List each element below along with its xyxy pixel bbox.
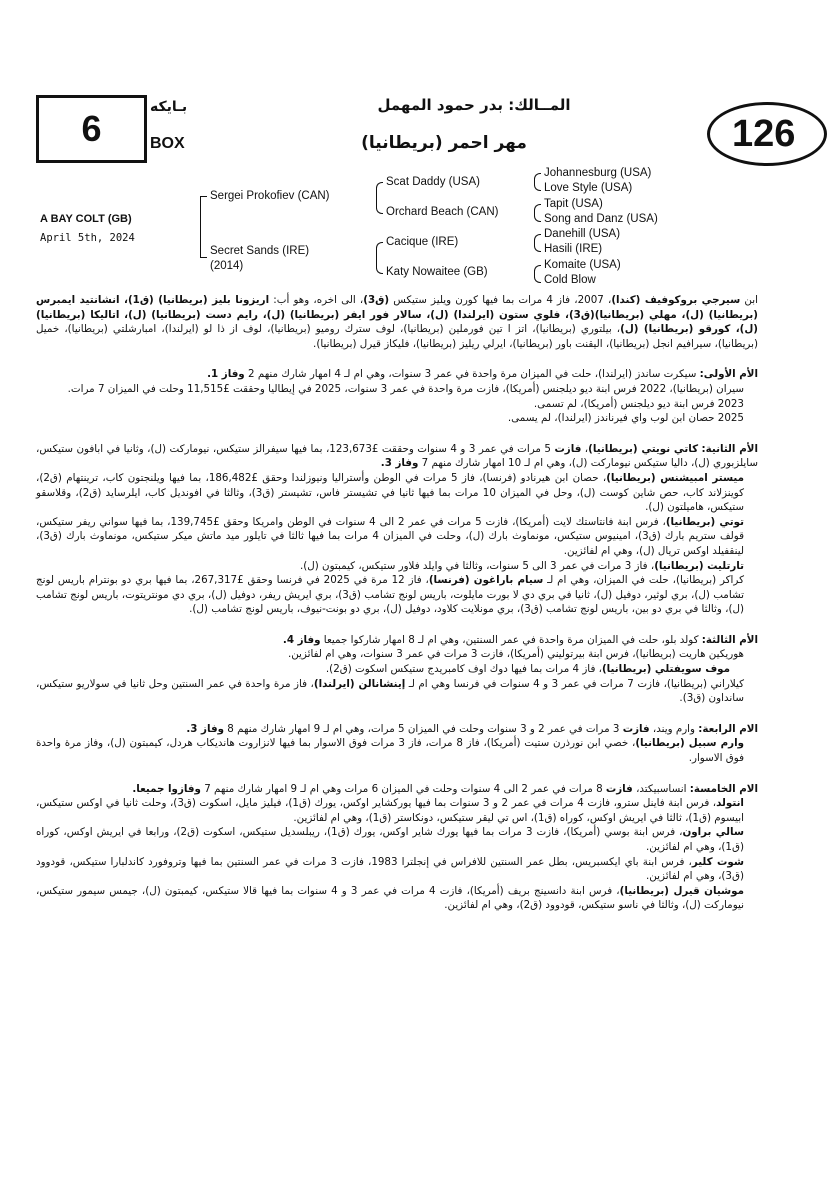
horse-description-en: A BAY COLT (GB): [40, 213, 132, 225]
pedigree-sire-dam: Orchard Beach (CAN): [386, 206, 499, 218]
pedigree-dam-year: (2014): [210, 260, 244, 272]
pedigree-dam: Secret Sands (IRE): [210, 245, 310, 257]
pedigree-dam-dam: Katy Nowaitee (GB): [386, 266, 488, 278]
owner-line: المــالك: بدر حمود المهمل: [377, 96, 571, 114]
pedigree-dam-sire: Cacique (IRE): [386, 236, 459, 248]
lot-number: 126: [707, 102, 827, 166]
foaling-date: April 5th, 2024: [40, 232, 135, 244]
pedigree-bracket-g78: [534, 265, 541, 283]
pedigree-sire-sire: Scat Daddy (USA): [386, 176, 480, 188]
box-label-ar: بـايكه: [150, 99, 188, 115]
fourth-dam-section: الام الرابعة: وارم ويند، فازت 3 مرات في عمر 2 و 3 سنوات وحلت في الميزان 5 مرات، وهي ام لـ 9 امهار شارك منهم 8 وفاز 3. وارم سبيل (بريطانيا)، خصي ابن نورذرن ستيت (أمريكا)، فاز 8 مرات، فاز 3 مرات فوق الاسوار بما فيها لانزاروت هانديكاب هردل، كيمبتون (ل)، وفاز مرة واحدة فوق الاسوار.: [36, 722, 758, 765]
fifth-dam-section: الام الخامسة: انساسبيكتد، فازت 8 مرات في عمر 2 الى 4 سنوات وحلت في الميزان 6 مرات وهي ام لـ 9 امهار شارك منهم 7 وفازوا جميعا. انتولد، فرس ابنة فاينل سترو، فازت 4 مرات في عمر 2 و 3 سنوات بما فيها يوركشاير اوكس، يورك (ق1)، فيليز مايل، اسكوت (ق3)، وحلت ثانيا في اوكس ستيكس، ابيسوم (ق1)، ثالثا في ايريش اوكس، كوراه (ق1)، اس تي ليقر ستيكس، دونكاستر (ق1)، وهي ام لفائزين. سالي براون، فرس ابنة بوسي (أمريكا)، فازت 3 مرات بما فيها يورك شاير اوكس، يورك (ق1)، ريبلسديل ستيكس، اسكوت (ق2)، ورابعا في ايريش اوكس، كوراه (ق1)، وهي ام لفائزين. شوت كلير، فرس ابنة باي ايكسبريس، بطل عمر السنتين للافراس في إنجلترا 1983، فازت 3 مرات في عمر السنتين بما فيها وتروفورد كاندلبارا ستيكس، قودوود (ق3)، وهي ام لفائزين. موشيان قيرل (بريطانيا)، فرس ابنة دانسينج بريف (أمريكا)، فازت 4 مرات في عمر 3 و 4 سنوات بما فيها قالا ستيكس، كيمبتون (ل)، جيمس سيمور ستيكس، نيوماركت (ل)، وثالثا في ناسو ستيكس، قودوود (ق2)، وهي ام لفائزين.: [36, 782, 758, 912]
box-label-en: BOX: [150, 135, 185, 152]
pedigree-bracket-main: [200, 196, 207, 258]
pedigree-gen3-1: Johannesburg (USA): [544, 167, 652, 179]
pedigree-sire: Sergei Prokofiev (CAN): [210, 190, 330, 202]
pedigree-gen3-4: Song and Danz (USA): [544, 213, 658, 225]
box-number: 6: [36, 95, 147, 163]
pedigree-gen3-7: Komaite (USA): [544, 259, 621, 271]
pedigree-gen3-8: Cold Blow: [544, 274, 596, 286]
pedigree-gen3-3: Tapit (USA): [544, 198, 603, 210]
second-dam-section: الأم الثانية: كاتي نويتي (بريطانيا)، فازت 5 مرات في عمر 3 و 4 سنوات وحققت £123,673، بما فيها سيفرالز ستيكس، نيوماركت (ل)، وثانيا في ابافون ستيكس، سايلزبوري (ل)، داليا ستيكس نيوماركت (ل)، وهي ام لـ 10 امهار شارك منهم 7 وفاز 3. ميستر امبيشنس (بريطانيا)، حصان ابن هيرنادو (فرنسا)، فاز 5 مرات في الوطن وأستراليا ونيوزلندا وحقق £186,482، بما فيها ويلنجتون كاب، ترينتهام (ق2)، كوينزلاند كاب، حص شاين كوست (ل)، وحل في الميزان 10 مرات بما فيها ثانيا في تشيستر فاس، تشيستر (ق3)، وثالثا في افونديل كاب، ايلرسايد (ق2)، وقلاسقو ستيكس، هاميلتون (ل). توتي (بريطانيا)، فرس ابنة فانتاستك لايت (أمريكا)، فازت 5 مرات في عمر 2 الى 4 سنوات في الوطن وامريكا وحقق £139,745، بما فيها سواني ريفر ستيكس، قولف ستريم بارك (ق3)، امينيوس ستيكس، مونماوث بارك (ل)، وحلت في الميزان 4 مرات بما فيها ثالثا في تايلور ميد ماتش ميكر ستيكس، مونماوث بارك (ق3)، لينقفيلد اوكس تريال (ل)، وهي ام لفائزين. تارتليت (بريطانيا)، فاز 3 مرات في عمر 3 الى 5 سنوات، وثالثا في وايلد فلاور ستيكس، كيمبتون (ل). كراكر (بريطانيا)، حلت في الميزان، وهي ام لـ سيام باراغون (فرنسا)، فاز 12 مرة في 2025 في فرنسا وحقق £267,317، بما فيها بري دو بونترام باريس لونج تشامب (ل)، بري لوثير، دوفيل (ل)، ثانيا في بري دي لا بورت مايلوت، باريس لونج تشامب (ق3)، بري ايريش ريفر، دوفيل (ل)، بري دي مونتريتوت، باريس لونج تشامب (ل)، وثالثا في بري دو بين، باريس لونج تشامب (ق3)، بري مونلايت كلاود، دوفيل (ل)، بري دو بونت-نيوف، باريس لونج تشامب (ل).: [36, 442, 758, 616]
pedigree-gen3-2: Love Style (USA): [544, 182, 633, 194]
catalogue-body: [36, 293, 758, 913]
horse-description-ar: مهر احمر (بريطانيا): [361, 133, 527, 153]
third-dam-section: الأم الثالثة: كولد بلو، حلت في الميزان مرة واحدة في عمر السنتين، وهي ام لـ 8 امهار شاركوا جميعا وفاز 4. هوريكين هاريت (بريطانيا)، فرس ابنة بيرتوليني (أمريكا)، فازت 3 مرات في عمر 3 سنوات، وهي ام لفائزين. موف سويفتلي (بريطانيا)، فاز 4 مرات بما فيها دوك اوف كامبريدج ستيكس اسكوت (ق2). كيلاراني (بريطانيا)، فازت 7 مرات في عمر 3 و 4 سنوات في فرنسا وهي ام لـ إينشانالن (ايرلندا)، فاز مرة واحدة في عمر السنتين وحل ثانيا في سولاريو ستيكس، سانداون (ق3).: [36, 633, 758, 705]
pedigree-bracket-dam: [376, 242, 383, 274]
first-dam-section: الأم الأولى: سيكرت ساندز (ايرلندا)، حلت في الميزان مرة واحدة في عمر 3 سنوات، وهي ام لـ 4 امهار شارك منهم 2 وفاز 1. سيران (بريطانيا)، 2022 فرس ابنة ديو ديلجنس (أمريكا)، فازت مرة واحدة في عمر 3 سنوات، 2025 في إيطاليا وحققت £11,515 وحلت في الميزان 7 مرات. 2023 فرس ابنة ديو ديلجنس (أمريكا)، لم تسمى. 2025 حصان ابن لوب واي فيرناندز (ايرلندا)، لم يسمى.: [67, 368, 758, 425]
pedigree-gen3-6: Hasili (IRE): [544, 243, 603, 255]
pedigree-gen3-5: Danehill (USA): [544, 228, 621, 240]
pedigree-bracket-g34: [534, 204, 541, 222]
pedigree-bracket-g12: [534, 173, 541, 191]
pedigree-bracket-g56: [534, 234, 541, 252]
sire-paragraph: ابن سيرجي بروكوفيف (كندا)، 2007، فاز 4 مرات بما فيها كورن ويليز ستيكس (ق3)، الى اخره، وهو أب: اريزونا بليز (بريطانيا) (ق1)، انشانتيد ايمبرس (بريطانيا) (ل)، مهلي (بريطانيا)(ق3)، فلوي ستون (ايرلندا) (ل)، سالار فور ايفر (بريطانيا) (ل)، رايم دست (بريطانيا) (ل)، اتاليكا (بريطانيا) (ل)، كورقو (بريطانيا) (ل)، بيلتوري (بريطانيا)، اتز ا تين فورملين (بريطانيا)، لوف سترك روميو (بريطانيا)، لوف از ذا لو (ايرلندا)، امبارشلتي (بريطانيا)، خميل (بريطانيا)، سيرافيم انجل (بريطانيا)، اليقنت باور (بريطانيا)، ايرلي ريليز (بريطانيا)، فليكاز قيرل (بريطانيا).: [36, 294, 759, 350]
pedigree-bracket-sire: [376, 182, 383, 214]
